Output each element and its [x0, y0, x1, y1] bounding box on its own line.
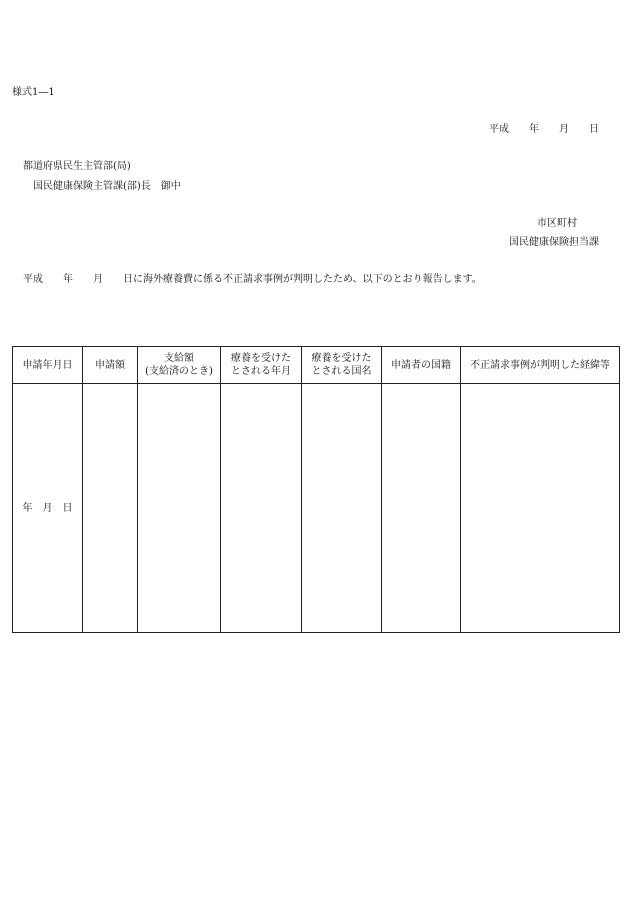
cell-application-date[interactable]: 年 月 日	[13, 384, 83, 633]
cell-paid-amount[interactable]	[138, 384, 221, 633]
header-application-amount: 申請額	[83, 347, 138, 384]
cell-applicant-nationality[interactable]	[382, 384, 461, 633]
report-body-text: 平成 年 月 日に海外療養費に係る不正請求事例が判明したため、以下のとおり報告します。	[23, 274, 482, 285]
header-applicant-nationality: 申請者の国籍	[382, 347, 461, 384]
cell-discovery-details[interactable]	[461, 384, 620, 633]
addressee-title: 国民健康保険主管課(部)長 御中	[33, 181, 181, 192]
sender-department: 国民健康保険担当課	[509, 237, 599, 248]
cell-treatment-month[interactable]	[221, 384, 302, 633]
header-treatment-country: 療養を受けた とされる国名	[302, 347, 382, 384]
header-discovery-details: 不正請求事例が判明した経緯等	[461, 347, 620, 384]
cell-treatment-country[interactable]	[302, 384, 382, 633]
cell-application-amount[interactable]	[83, 384, 138, 633]
sender-municipality: 市区町村	[537, 218, 577, 229]
table-row	[13, 384, 620, 633]
form-number: 様式1―1	[12, 87, 55, 98]
header-application-date: 申請年月日	[13, 347, 83, 384]
header-paid-amount: 支給額 (支給済のとき)	[138, 347, 221, 384]
addressee-department: 都道府県民生主管部(局)	[23, 161, 131, 172]
table-header-row	[13, 347, 620, 384]
fraud-report-table	[12, 346, 620, 633]
header-treatment-month: 療養を受けた とされる年月	[221, 347, 302, 384]
report-date: 平成 年 月 日	[489, 124, 599, 135]
